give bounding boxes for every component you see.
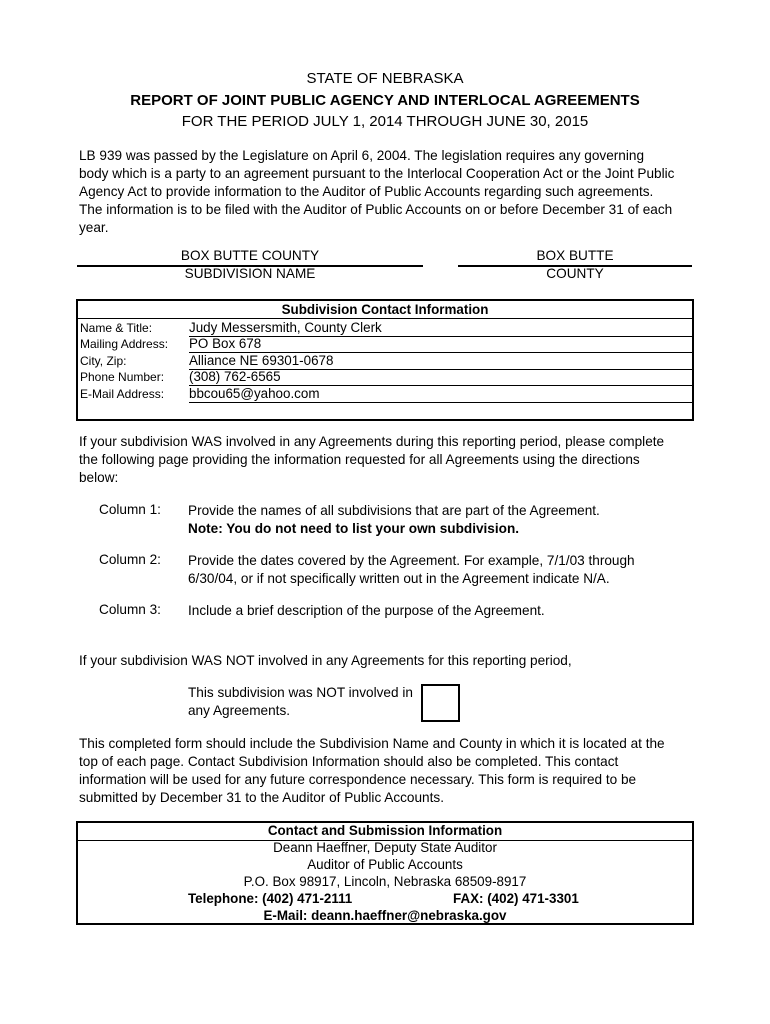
completed-line: information will be used for any future correspondence necessary. This form is required to be [79,772,637,787]
auditor-office: Auditor of Public Accounts [307,857,463,872]
auditor-fax: FAX: (402) 471-3301 [453,891,579,906]
subdivision-name-label: SUBDIVISION NAME [184,266,316,281]
city-zip-field[interactable]: Alliance NE 69301-0678 [189,353,334,368]
completed-line: submitted by December 31 to the Auditor of Public Accounts. [79,790,444,805]
intro-line: body which is a party to an agreement pursuant to the Interlocal Cooperation Act or the Joint Public [79,166,675,181]
involved-line: below: [79,470,119,485]
column-3-label: Column 3: [99,602,161,617]
not-involved-checkbox-label [188,684,428,720]
completed-line: top of each page. Contact Subdivision Information should also be completed. This contact [79,754,619,769]
submission-box-title: Contact and Submission Information [267,823,503,838]
not-involved-prompt: If your subdivision WAS NOT involved in any Agreements for this reporting period, [79,653,572,668]
auditor-address: P.O. Box 98917, Lincoln, Nebraska 68509-8917 [243,874,527,889]
row-underline [189,336,692,337]
intro-paragraph [79,147,694,237]
involved-paragraph [79,433,694,487]
email-address-field[interactable]: bbcou65@yahoo.com [189,386,320,401]
not-involved-checkbox[interactable] [421,684,460,722]
email-address-label: E-Mail Address: [80,387,165,401]
column-3-directions [188,602,668,620]
report-title: REPORT OF JOINT PUBLIC AGENCY AND INTERLOCAL AGREEMENTS [130,92,640,109]
phone-number-field[interactable]: (308) 762-6565 [189,369,281,384]
period-heading: FOR THE PERIOD JULY 1, 2014 THROUGH JUNE 30, 2015 [181,113,589,130]
column-2-text: Provide the dates covered by the Agreement. For example, 7/1/03 through [188,553,635,568]
mailing-address-label: Mailing Address: [80,337,169,351]
submission-contact-box [76,821,694,925]
intro-line: year. [79,220,109,235]
state-heading: STATE OF NEBRASKA [306,70,464,87]
column-3-text: Include a brief description of the purpose of the Agreement. [188,603,545,618]
checkbox-label-line: This subdivision was NOT involved in [188,685,413,700]
row-underline [189,402,692,403]
column-2-label: Column 2: [99,552,161,567]
involved-line: If your subdivision WAS involved in any Agreements during this reporting period, please complete [79,434,665,449]
subdivision-contact-box [76,299,694,421]
checkbox-label-line: any Agreements. [188,703,291,718]
completed-line: This completed form should include the Subdivision Name and County in which it is located at the [79,736,665,751]
subdivision-name-field[interactable]: BOX BUTTE COUNTY [180,248,320,263]
name-title-field[interactable]: Judy Messersmith, County Clerk [189,320,382,335]
auditor-name: Deann Haeffner, Deputy State Auditor [273,840,497,855]
involved-line: the following page providing the information requested for all Agreements using the directions [79,452,640,467]
auditor-telephone: Telephone: (402) 471-2111 [188,891,353,906]
contact-title-divider [78,318,692,319]
intro-line: LB 939 was passed by the Legislature on April 6, 2004. The legislation requires any governing [79,148,645,163]
intro-line: Agency Act to provide information to the Auditor of Public Accounts regarding such agreements. [79,184,654,199]
auditor-email[interactable]: E-Mail: deann.haeffner@nebraska.gov [263,908,507,923]
city-zip-label: City, Zip: [80,354,127,368]
mailing-address-field[interactable]: PO Box 678 [189,336,262,351]
column-1-text: Provide the names of all subdivisions that are part of the Agreement. [188,503,600,518]
column-2-directions [188,552,668,588]
county-field[interactable]: BOX BUTTE [536,248,614,263]
intro-line: The information is to be filed with the Auditor of Public Accounts on or before December 31 of each [79,202,673,217]
column-1-label: Column 1: [99,502,161,517]
completed-form-paragraph [79,735,694,807]
phone-number-label: Phone Number: [80,370,165,384]
county-label: COUNTY [546,266,604,281]
name-title-label: Name & Title: [80,321,153,335]
contact-box-title: Subdivision Contact Information [281,302,489,317]
column-1-directions [188,502,668,538]
column-1-note: Note: You do not need to list your own subdivision. [188,521,520,536]
column-2-text: 6/30/04, or if not specifically written out in the Agreement indicate N/A. [188,571,610,586]
